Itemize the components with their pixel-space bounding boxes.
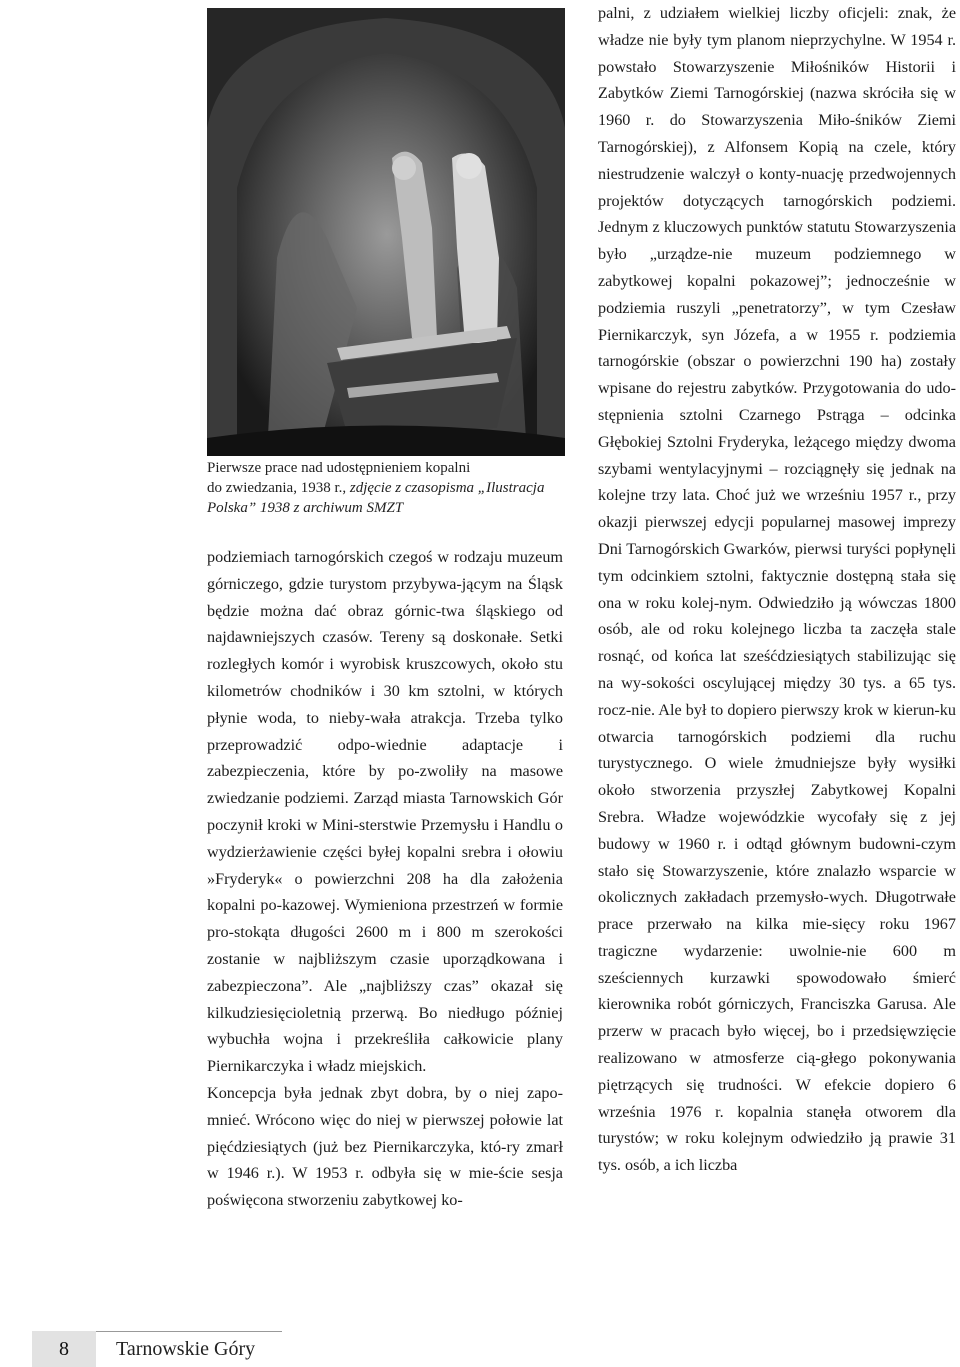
left-paragraph-2: Koncepcja była jednak zbyt dobra, by o niej zapo-mnieć. Wrócono więc do niej w pierwszej połowie lat pięćdziesiątych (już bez Piernikarczyka, któ-ry zmarł w 1946 r.). W 1953 r. odbyła się w mie-ście sesja poświęcona stworzeniu zabytkowej ko- xyxy=(207,1083,563,1210)
caption-line-2-italic: zdjęcie z czasopisma „Ilustracja xyxy=(349,480,545,496)
caption-line-3: Polska” 1938 z archiwum SMZT xyxy=(207,500,404,516)
photo-caption xyxy=(207,458,567,518)
page-number: 8 xyxy=(32,1331,96,1367)
caption-line-1: Pierwsze prace nad udostępnieniem kopalni xyxy=(207,460,471,476)
left-paragraph-1: podziemiach tarnogórskich czegoś w rodzaju muzeum górniczego, gdzie turystom przybywa-jącym na Śląsk będzie można dać obraz górnic-twa śląskiego od najdawniejszych czasów. Tereny są doskonałe. Setki rozległych komór i wyrobisk kruszcowych, około stu kilometrów chodników i 30 km sztolni, w których płynie woda, to nieby-wała atrakcja. Trzeba tylko przeprowadzić odpo-wiednie adaptacje i zabezpieczenia, które by po-zwoliły na masowe zwiedzanie podziemi. Zarząd miasta Tarnowskich Gór poczynił kroki w Mini-sterstwie Przemysłu i Handlu o wydzierżawienie części byłej kopalni srebra i ołowiu »Fryderyk« o powierzchni 208 ha dla założenia kopalni po-kazowej. Wymieniona przestrzeń w formie pro-stokąta długości 2600 m i 800 m szerokości zostanie w najbliższym czasie uporządkowana i zabezpieczona”. Ale „najbliższy czas” okazał się kilkudziesięcioletnią przerwą. Bo niedługo później wybuchła wojna i przekreśliła całkowicie plany Piernikarczyka i władz miejskich. xyxy=(207,548,563,1076)
tunnel-illustration-icon xyxy=(207,8,565,456)
right-paragraph-1: palni, z udziałem wielkiej liczby oficjeli: znak, że władze nie były tym planom nieprzychylne. W 1954 r. powstało Stowarzyszenie Miłośników Historii i Zabytków Ziemi Tarnogórskiej (nazwa skróciła się w 1960 r. do Stowarzyszenia Miło-śników Ziemi Tarnogórskiej), z Alfonsem Kopią na czele, który niestrudzenie walczył o konty-nuację przedwojennych projektów dotyczących tarnogórskich podziemi. Jednym z kluczowych punktów statutu Stowarzyszenia było „urządze-nie muzeum podziemnego w zabytkowej kopalni pokazowej”; jednocześnie w podziemia ruszyli „penetratorzy”, w tym Czesław Piernikarczyk, syn Józefa, a w 1955 r. podziemia tarnogórskie (obszar o powierzchni 190 ha) zostały wpisane do rejestru zabytków. Przygotowania do udo-stępnienia sztolni Czarnego Pstrąga – odcinka Głębokiej Sztolni Fryderyka, leżącego między dwoma szybami wentylacyjnymi – rozciągnęły się jednak na kolejne trzy lata. Choć już we wrześniu 1957 r., przy okazji pierwszej edycji popularnej masowej imprezy Dni Tarnogórskich Gwarków, pierwsi turyści popłynęli tym odcinkiem sztolni, faktycznie dostępną stała się ona w roku kolej-nym. Odwiedziło ją wówczas 1800 osób, ale od roku kolejnego liczba ta zaczęła stale rosnąć, od końca lat sześćdziesiątych stabilizując się na wy-sokości oscylującej między 30 tys. a 65 tys. rocz-nie. Ale był to dopiero pierwszy krok w kierun-ku otwarcia tarnogórskich podziemi dla ruchu turystycznego. O wiele żmudniejsze były wysiłki około stworzenia przyszłej Zabytkowej Kopalni Srebra. Władze wojewódzkie wycofały się z jej budowy w 1960 r. i odtąd głównym budowni-czym stało się Stowarzyszenie, które znalazło wsparcie w okolicznych zakładach przemysło-wych. Długotrwałe prace przerwało na kilka mie-sięcy roku 1967 tragiczne wydarzenie: uwolnie-nie 600 m sześciennych kurzawki spowodowało śmierć kierownika robót górniczych, Franciszka Garusa. Ale przerw w pracach było więcej, bo i przedsięwzięcie realizowano w atmosferze cią-głego pokonywania piętrzących się trudności. W efekcie dopiero 6 września 1976 r. kopalnia stanęła otworem dla turystów; w roku kolejnym odwiedziło ją prawie 31 tys. osób, a ich liczba xyxy=(598,4,956,1175)
left-text-column xyxy=(207,544,563,1214)
mine-tunnel-photo xyxy=(207,8,565,456)
right-text-column xyxy=(598,0,956,1179)
caption-line-2-plain: do zwiedzania, 1938 r., xyxy=(207,480,350,496)
running-footer-title: Tarnowskie Góry xyxy=(116,1338,256,1360)
caption-line-2 xyxy=(207,478,567,498)
